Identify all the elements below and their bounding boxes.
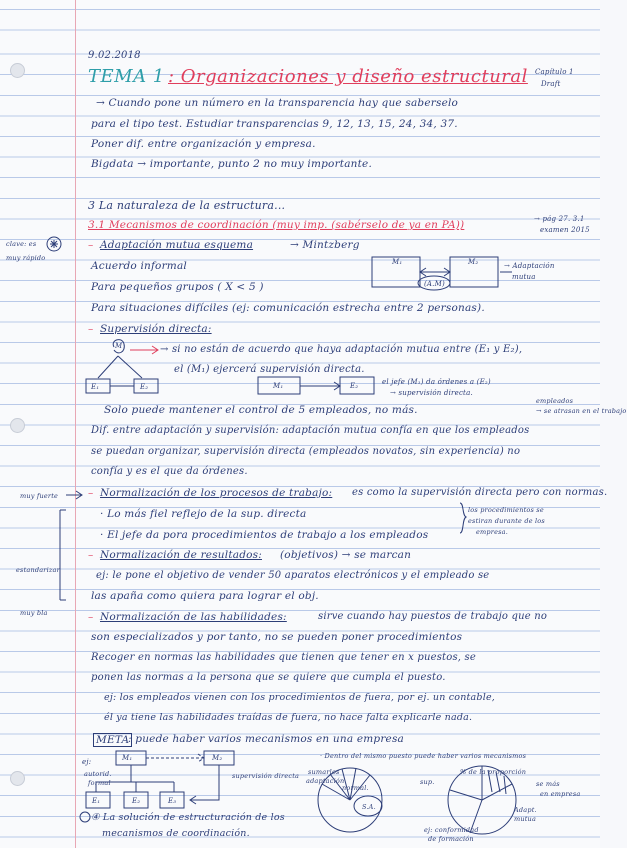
text-line: se puedan organizar, supervisión directa (empleados novatos, sin experiencia) no — [91, 446, 521, 457]
text-line: para el tipo test. Estudiar transparencias 9, 12, 13, 15, 24, 34, 37. — [91, 118, 458, 130]
margin-note: clave: es — [6, 240, 37, 248]
text-line: · Lo más fiel reflejo de la sup. directa — [100, 508, 307, 520]
text-line: : puede haber varios mecanismos en una empresa — [128, 733, 405, 745]
bullet-marker: – — [88, 611, 94, 623]
diagram-note: S.A. — [362, 803, 376, 811]
diagram-note: sumarlos — [308, 768, 340, 776]
diagram-note: mutua — [514, 815, 537, 823]
side-note: empleados — [536, 397, 574, 405]
text-line: ej: le pone el objetivo de vender 50 aparatos electrónicos y el empleado se — [96, 570, 490, 581]
diagram-note: de formación — [428, 835, 474, 843]
bullet-marker: – — [88, 549, 94, 561]
diagram-note: · Dentro del mismo puesto puede haber varios mecanismos — [320, 752, 527, 760]
diagram-note: normal. — [342, 784, 369, 792]
diagram-label: M — [115, 342, 123, 350]
diagram-label: M₂ — [468, 258, 479, 266]
text-line: Para situaciones difíciles (ej: comunicación estrecha entre 2 personas). — [91, 302, 485, 314]
diagram-label: M₂ — [212, 754, 223, 762]
diagram-note: se más — [536, 780, 560, 788]
text-line: mecanismos de coordinación. — [102, 828, 250, 839]
diagram-note: ej: conformidad — [424, 826, 479, 834]
side-note: estiran durante de los — [468, 517, 545, 525]
diagram-label: E₂ — [140, 383, 149, 391]
text-line: confía y es el que da órdenes. — [91, 466, 248, 477]
text-line: ④ La solución de estructuración de los — [91, 812, 285, 823]
diagram-note: formal — [88, 779, 111, 787]
diagram-note: autorid. — [84, 770, 112, 778]
topic-heading: Supervisión directa: — [100, 323, 212, 335]
text-line: Poner dif. entre organización y empresa. — [91, 138, 316, 150]
diagram-note: supervisión directa — [232, 772, 300, 780]
text-line: → supervisión directa. — [390, 389, 473, 397]
margin-note: muy fuerte — [20, 492, 59, 500]
diagram-box-m2 — [450, 257, 498, 287]
text-line: es como la supervisión directa pero con normas. — [352, 487, 608, 498]
text-line: él ya tiene las habilidades traídas de fuera, no hace falta explicarle nada. — [104, 712, 473, 723]
text-line: Bigdata → importante, punto 2 no muy importante. — [91, 158, 373, 170]
diagram-label: M₁ — [122, 754, 133, 762]
diagram-note: en empresa — [540, 790, 581, 798]
side-note: Draft — [541, 80, 561, 88]
topic-heading: Normalización de los procesos de trabajo: — [100, 487, 333, 499]
text-line: Recoger en normas las habilidades que tienen que tener en x puestos, se — [91, 652, 477, 663]
diagram-label: (A.M) — [424, 280, 445, 288]
text-line: (objetivos) → se marcan — [280, 549, 412, 561]
side-note: empresa. — [476, 528, 509, 536]
text-line: Dif. entre adaptación y supervisión: adaptación mutua confía en que los empleados — [91, 425, 530, 436]
diagram-label: E₁ — [92, 797, 101, 805]
bullet-marker: – — [88, 323, 94, 335]
topic-heading: Normalización de las habilidades: — [100, 611, 287, 623]
diagram-label: E₂ — [132, 797, 141, 805]
diagram-label: E₃ — [168, 797, 177, 805]
diagram-label: E₁ — [91, 383, 100, 391]
text-line: Acuerdo informal — [91, 260, 187, 272]
topic-heading: Normalización de resultados: — [100, 549, 262, 561]
diagram-note: adaptación — [306, 777, 345, 785]
text-line: → Cuando pone un número en la transparencia hay que saberselo — [96, 97, 459, 109]
text-line: ej: los empleados vienen con los procedimientos de fuera, por ej. un contable, — [104, 692, 495, 703]
side-note: Capítulo 1 — [535, 68, 574, 76]
margin-note: muy rápido — [6, 254, 46, 262]
bullet-marker: – — [88, 239, 94, 251]
page-title: : Organizaciones y diseño estructural — [168, 66, 528, 87]
diagram-note: Adapt. — [514, 806, 537, 814]
text-line: el (M₁) ejercerá supervisión directa. — [174, 364, 365, 375]
diagram-label: ej: — [82, 758, 92, 766]
text-line: Para pequeños grupos ( X < 5 ) — [91, 281, 264, 293]
side-note: los procedimientos se — [468, 506, 544, 514]
text-line: son especializados y por tanto, no se pueden poner procedimientos — [91, 631, 463, 643]
side-note: → pág 27. 3.1 — [534, 215, 585, 223]
text-line: ponen las normas a la persona que se quiere que cumpla el puesto. — [91, 672, 446, 683]
side-note: → se atrasan en el trabajo — [536, 407, 627, 415]
text-line: → si no están de acuerdo que haya adaptación mutua entre (E₁ y E₂), — [160, 344, 523, 355]
text-line: → Mintzberg — [290, 239, 360, 251]
text-line: el jefe (M₁) da órdenes a (E₂) — [382, 378, 491, 386]
topic-heading: Adaptación mutua esquema — [100, 239, 254, 251]
meta-box: META — [93, 733, 132, 747]
date: 9.02.2018 — [88, 50, 141, 61]
diagram-note: % de la proporción — [460, 768, 527, 776]
diagram-caption: → Adaptación — [504, 262, 555, 270]
section-heading: 3 La naturaleza de la estructura... — [88, 199, 286, 212]
margin-note: muy bla — [20, 609, 48, 617]
title-prefix: TEMA 1 — [88, 66, 165, 87]
margin-note: estandarizar — [16, 566, 60, 574]
diagram-note: sup. — [420, 778, 435, 786]
text-line: Solo puede mantener el control de 5 empleados, no más. — [104, 404, 418, 416]
text-line: · El jefe da pora procedimientos de trabajo a los empleados — [100, 529, 429, 541]
diagram-label: E₂ — [350, 382, 359, 390]
text-line: las apaña como quiera para lograr el obj. — [91, 590, 319, 602]
text-line: sirve cuando hay puestos de trabajo que no — [318, 611, 548, 622]
diagram-label: M₁ — [273, 382, 284, 390]
side-note: examen 2015 — [540, 226, 590, 234]
diagram-box-m1 — [372, 257, 420, 287]
bullet-marker: – — [88, 487, 94, 499]
subsection-heading: 3.1 Mecanismos de coordinación (muy imp. (sabérselo de ya en PA)) — [88, 219, 465, 231]
diagram-caption: mutua — [512, 273, 536, 281]
diagram-label: M₁ — [392, 258, 403, 266]
